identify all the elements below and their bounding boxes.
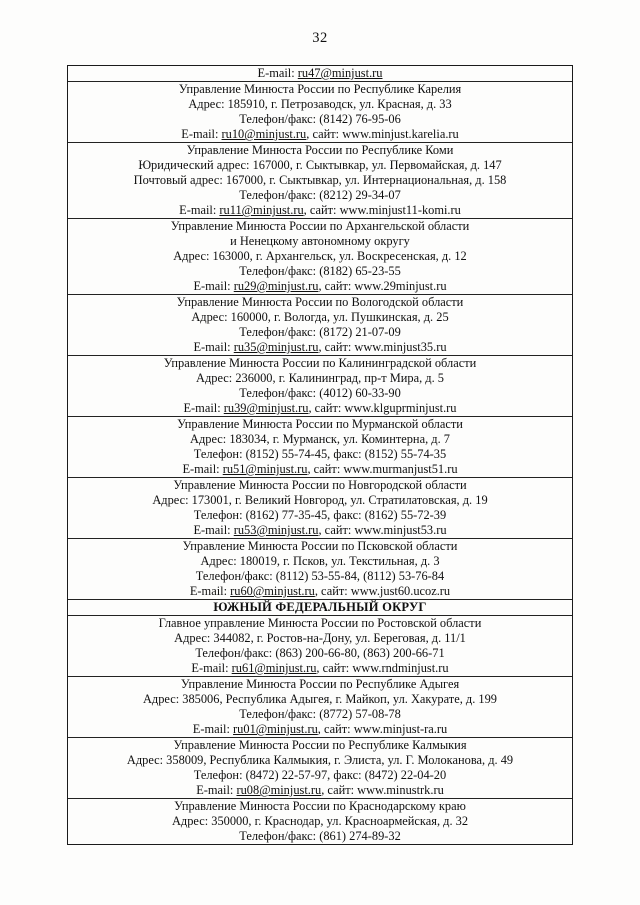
address-line: Адрес: 358009, Республика Калмыкия, г. Элиста, ул. Г. Молоканова, д. 49 [126,753,514,767]
phone-line: Телефон: (8472) 22-57-97, факс: (8472) 22-04-20 [193,768,447,782]
phone-line: Телефон/факс: (4012) 60-33-90 [239,386,401,400]
address-line: Почтовый адрес: 167000, г. Сыктывкар, ул. Интернациональная, д. 158 [133,173,507,187]
email-link: ru08@minjust.ru [236,783,322,797]
address-line: Адрес: 236000, г. Калининград, пр-т Мира, д. 5 [196,371,444,385]
table-row [68,538,572,599]
address-line: Адрес: 350000, г. Краснодар, ул. Красноармейская, д. 32 [171,814,469,828]
org-title: Управление Минюста России по Архангельской области [170,219,470,233]
email-line: E-mail: ru39@minjust.ru, сайт: www.klguprminjust.ru [183,401,457,415]
table-row [68,798,572,844]
phone-line: Телефон/факс: (8182) 65-23-55 [239,264,401,278]
email-link: ru60@minjust.ru [230,584,315,598]
address-line: Адрес: 344082, г. Ростов-на-Дону, ул. Береговая, д. 11/1 [174,631,466,645]
org-title: Управление Минюста России по Республике Адыгея [180,677,460,691]
table-row [68,615,572,676]
email-link: ru29@minjust.ru [233,279,319,293]
org-title: Управление Минюста России по Краснодарскому краю [174,799,466,813]
address-line: Адрес: 173001, г. Великий Новгород, ул. Стратилатовская, д. 19 [152,493,488,507]
email-link: ru39@minjust.ru [223,401,309,415]
email-link: ru51@minjust.ru [222,462,308,476]
email-line: E-mail: ru29@minjust.ru, сайт: www.29minjust.ru [193,279,447,293]
org-title: Управление Минюста России по Республике Коми [186,143,454,157]
org-title: Управление Минюста России по Калининградской области [163,356,477,370]
email-link: ru11@minjust.ru [219,203,304,217]
email-link: ru01@minjust.ru [233,722,318,736]
email-link: ru35@minjust.ru [233,340,319,354]
section-title: ЮЖНЫЙ ФЕДЕРАЛЬНЫЙ ОКРУГ [213,600,427,614]
address-line: Адрес: 385006, Республика Адыгея, г. Майкоп, ул. Хакурате, д. 199 [142,692,497,706]
org-title: Управление Минюста России по Вологодской области [176,295,464,309]
org-title: Управление Минюста России по Республике Карелия [178,82,462,96]
org-title: Управление Минюста России по Псковской области [182,539,458,553]
email-line: E-mail: ru60@minjust.ru, сайт: www.just60.ucoz.ru [189,584,451,598]
address-line: Адрес: 183034, г. Мурманск, ул. Коминтерна, д. 7 [190,432,450,446]
email-line: E-mail: ru10@minjust.ru, сайт: www.minjust.karelia.ru [181,127,459,141]
address-line: Адрес: 180019, г. Псков, ул. Текстильная, д. 3 [200,554,440,568]
phone-line: Телефон/факс: (861) 274-89-32 [239,829,401,843]
email-line: E-mail: ru61@minjust.ru, сайт: www.rndminjust.ru [191,661,449,675]
org-title: Главное управление Минюста России по Ростовской области [158,616,482,630]
phone-line: Телефон/факс: (8142) 76-95-06 [239,112,401,126]
phone-line: Телефон/факс: (863) 200-66-80, (863) 200-66-71 [195,646,445,660]
phone-line: Телефон/факс: (8112) 53-55-84, (8112) 53-76-84 [195,569,445,583]
email-link: ru10@minjust.ru [221,127,307,141]
address-line: Адрес: 163000, г. Архангельск, ул. Воскресенская, д. 12 [173,249,467,263]
email-link: ru61@minjust.ru [231,661,317,675]
email-line: E-mail: ru08@minjust.ru, сайт: www.minustrk.ru [196,783,444,797]
table-row [68,294,572,355]
org-title: Управление Минюста России по Республике Калмыкия [173,738,467,752]
table-row [68,355,572,416]
contact-directory-table [67,65,573,845]
table-row [68,676,572,737]
phone-line: Телефон/факс: (8772) 57-08-78 [239,707,401,721]
email-line: E-mail: ru51@minjust.ru, сайт: www.murmanjust51.ru [182,462,458,476]
phone-line: Телефон: (8152) 55-74-45, факс: (8152) 55-74-35 [193,447,447,461]
phone-line: Телефон/факс: (8212) 29-34-07 [239,188,401,202]
org-title: Управление Минюста России по Новгородской области [173,478,467,492]
table-row [68,416,572,477]
section-header-row [68,599,572,615]
email-link: ru53@minjust.ru [233,523,319,537]
email-line: E-mail: ru35@minjust.ru, сайт: www.minjust35.ru [193,340,447,354]
email-line: E-mail: ru11@minjust.ru, сайт: www.minjust11-komi.ru [179,203,461,217]
table-row [68,477,572,538]
org-title: Управление Минюста России по Мурманской области [177,417,463,431]
address-line: Юридический адрес: 167000, г. Сыктывкар, ул. Первомайская, д. 147 [138,158,502,172]
table-row [68,66,572,81]
page-number: 32 [312,30,328,46]
address-line: Адрес: 185910, г. Петрозаводск, ул. Красная, д. 33 [188,97,452,111]
email-line: E-mail: ru53@minjust.ru, сайт: www.minjust53.ru [193,523,447,537]
email-line: E-mail: ru47@minjust.ru [257,66,383,80]
table-row [68,142,572,218]
phone-line: Телефон/факс: (8172) 21-07-09 [239,325,401,339]
table-row [68,737,572,798]
table-row [68,81,572,142]
email-line: E-mail: ru01@minjust.ru, сайт: www.minjust-ra.ru [192,722,448,736]
address-line: Адрес: 160000, г. Вологда, ул. Пушкинская, д. 25 [191,310,449,324]
email-link: ru47@minjust.ru [297,66,383,80]
org-title: и Ненецкому автономному округу [230,234,410,248]
table-row [68,218,572,294]
phone-line: Телефон: (8162) 77-35-45, факс: (8162) 55-72-39 [193,508,447,522]
